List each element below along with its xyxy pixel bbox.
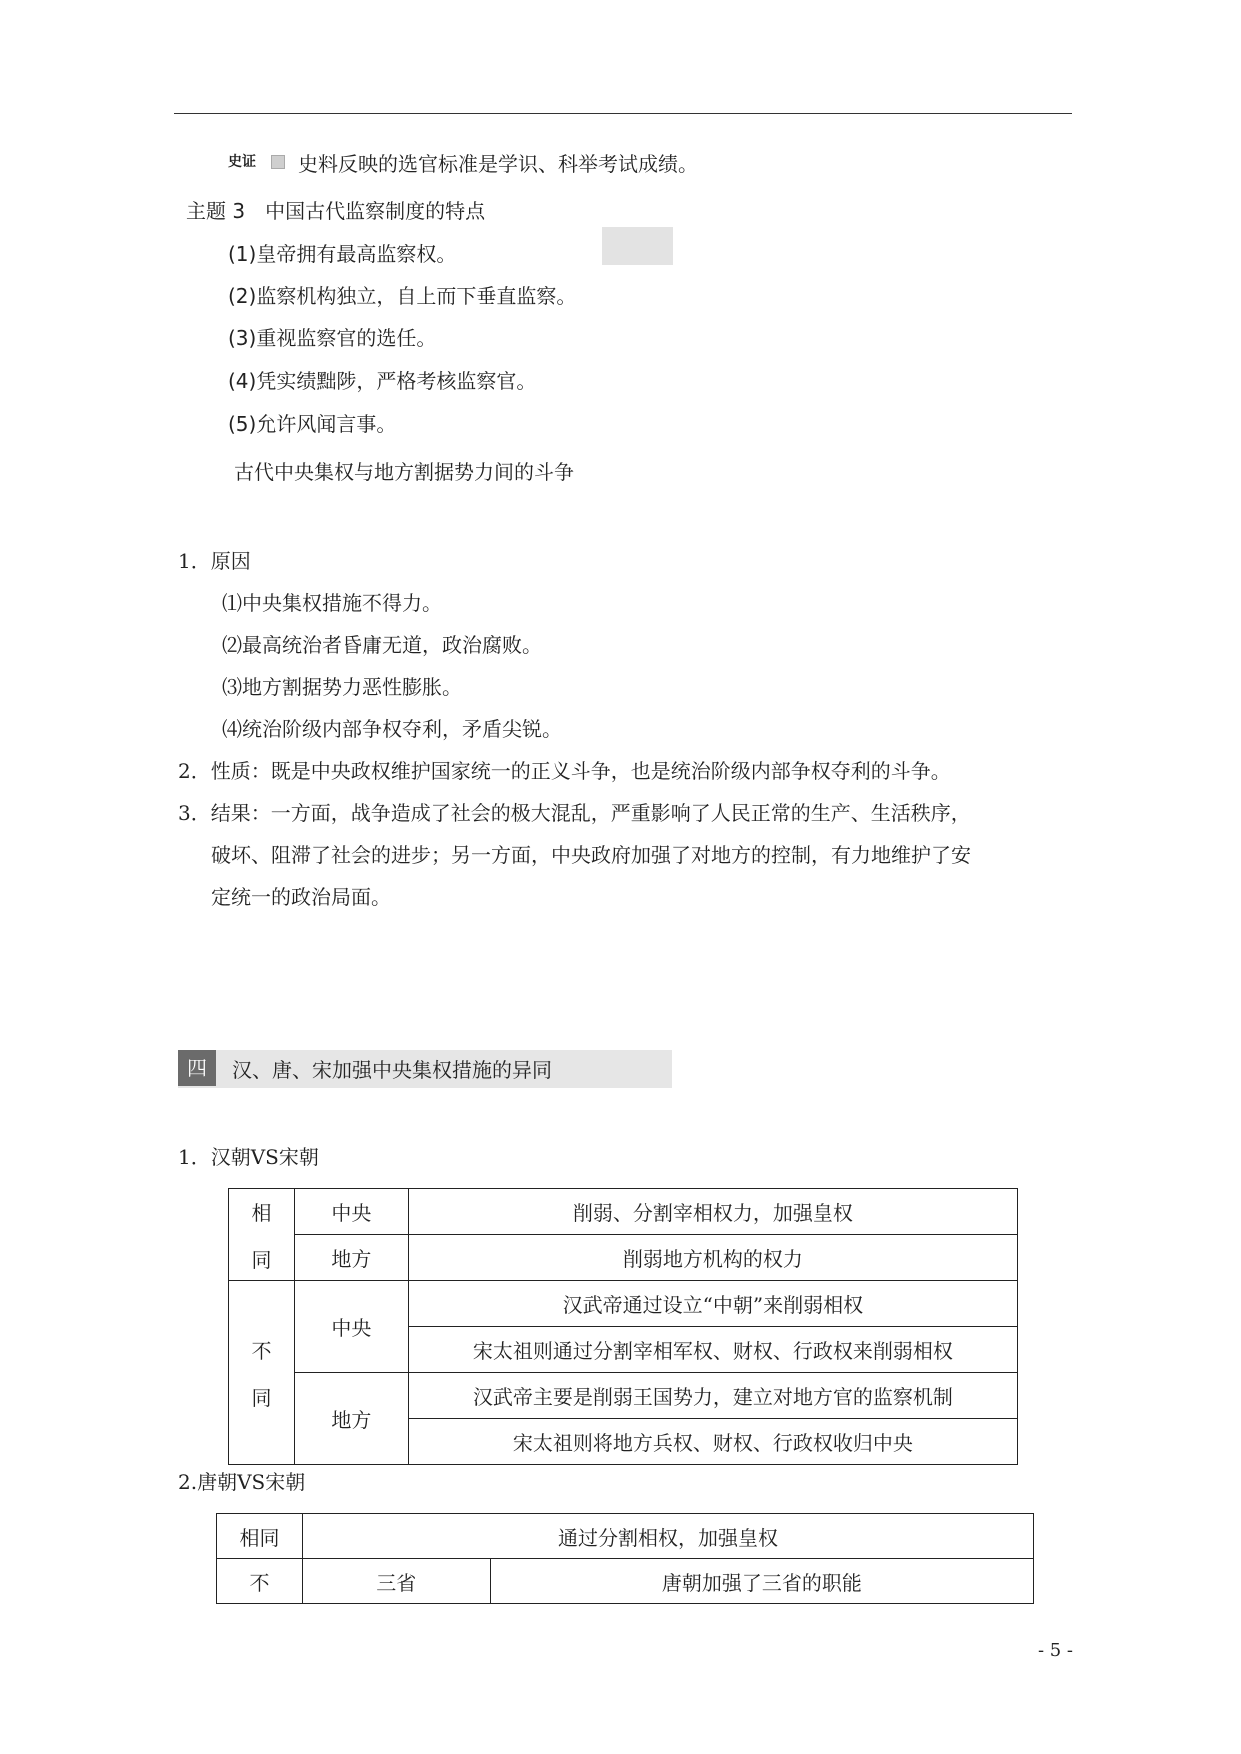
- nature-text: 2．性质：既是中央政权维护国家统一的正义斗争，也是统治阶级内部争权夺利的斗争。: [178, 759, 951, 783]
- result-line: 定统一的政治局面。: [211, 885, 391, 909]
- table-cell: 削弱地方机构的权力: [408, 1235, 1017, 1281]
- central-label: 中央: [294, 1189, 408, 1235]
- central-label: 中央: [294, 1281, 408, 1373]
- topic3-item: (1)皇帝拥有最高监察权。: [228, 242, 457, 266]
- header-rule: [174, 113, 1072, 114]
- struggle-title: 古代中央集权与地方割据势力间的斗争: [234, 460, 574, 484]
- topic3-item: (2)监察机构独立，自上而下垂直监察。: [228, 284, 577, 308]
- table-row: [217, 1559, 1034, 1604]
- table-cell: 汉武帝通过设立“中朝”来削弱相权: [408, 1281, 1017, 1327]
- table1-heading: 1．汉朝VS宋朝: [178, 1145, 319, 1169]
- arrow-icon: [271, 155, 285, 169]
- topic3-item: (5)允许风闻言事。: [228, 412, 397, 436]
- sansheng-label: 三省: [302, 1559, 490, 1604]
- gray-block: [602, 227, 673, 265]
- table-cell: 宋太祖则将地方兵权、财权、行政权收归中央: [408, 1419, 1017, 1465]
- table-row: [229, 1235, 1018, 1281]
- same-label-cell: 相 同: [229, 1189, 295, 1281]
- tang-song-table: [216, 1513, 1034, 1604]
- diff-label-cell: 不: [217, 1559, 303, 1604]
- result-line: 3．结果：一方面，战争造成了社会的极大混乱，严重影响了人民正常的生产、生活秩序，: [178, 801, 971, 825]
- table2-heading: 2.唐朝VS宋朝: [178, 1470, 306, 1494]
- diff-label-cell: 不 同: [229, 1281, 295, 1465]
- section-number: 四: [178, 1050, 216, 1086]
- table-cell: 削弱、分割宰相权力，加强皇权: [408, 1189, 1017, 1235]
- page-number: - 5 -: [1037, 1640, 1073, 1661]
- section-title: 汉、唐、宋加强中央集权措施的异同: [232, 1058, 552, 1082]
- table-cell: 汉武帝主要是削弱王国势力，建立对地方官的监察机制: [408, 1373, 1017, 1419]
- result-line: 破坏、阻滞了社会的进步；另一方面，中央政府加强了对地方的控制，有力地维护了安: [211, 843, 971, 867]
- table-row: [217, 1514, 1034, 1559]
- table-cell: 通过分割相权，加强皇权: [302, 1514, 1033, 1559]
- table-row: [229, 1281, 1018, 1327]
- evidence-label: 史证: [228, 154, 256, 170]
- cause-item: ⑵最高统治者昏庸无道，政治腐败。: [222, 633, 542, 657]
- cause-item: ⑴中央集权措施不得力。: [222, 591, 442, 615]
- cause-item: ⑷统治阶级内部争权夺利，矛盾尖锐。: [222, 717, 562, 741]
- han-song-table: [228, 1188, 1018, 1465]
- local-label: 地方: [294, 1235, 408, 1281]
- same-label-cell: 相同: [217, 1514, 303, 1559]
- topic3-item: (4)凭实绩黜陟，严格考核监察官。: [228, 369, 537, 393]
- local-label: 地方: [294, 1373, 408, 1465]
- table-row: [229, 1373, 1018, 1419]
- cause-heading: 1．原因: [178, 549, 251, 573]
- table-cell: 宋太祖则通过分割宰相军权、财权、行政权来削弱相权: [408, 1327, 1017, 1373]
- topic3-item: (3)重视监察官的选任。: [228, 326, 437, 350]
- evidence-text: 史料反映的选官标准是学识、科举考试成绩。: [298, 152, 698, 176]
- table-row: [229, 1189, 1018, 1235]
- cause-item: ⑶地方割据势力恶性膨胀。: [222, 675, 462, 699]
- topic3-title: 主题 3 中国古代监察制度的特点: [186, 199, 486, 223]
- table-cell: 唐朝加强了三省的职能: [490, 1559, 1033, 1604]
